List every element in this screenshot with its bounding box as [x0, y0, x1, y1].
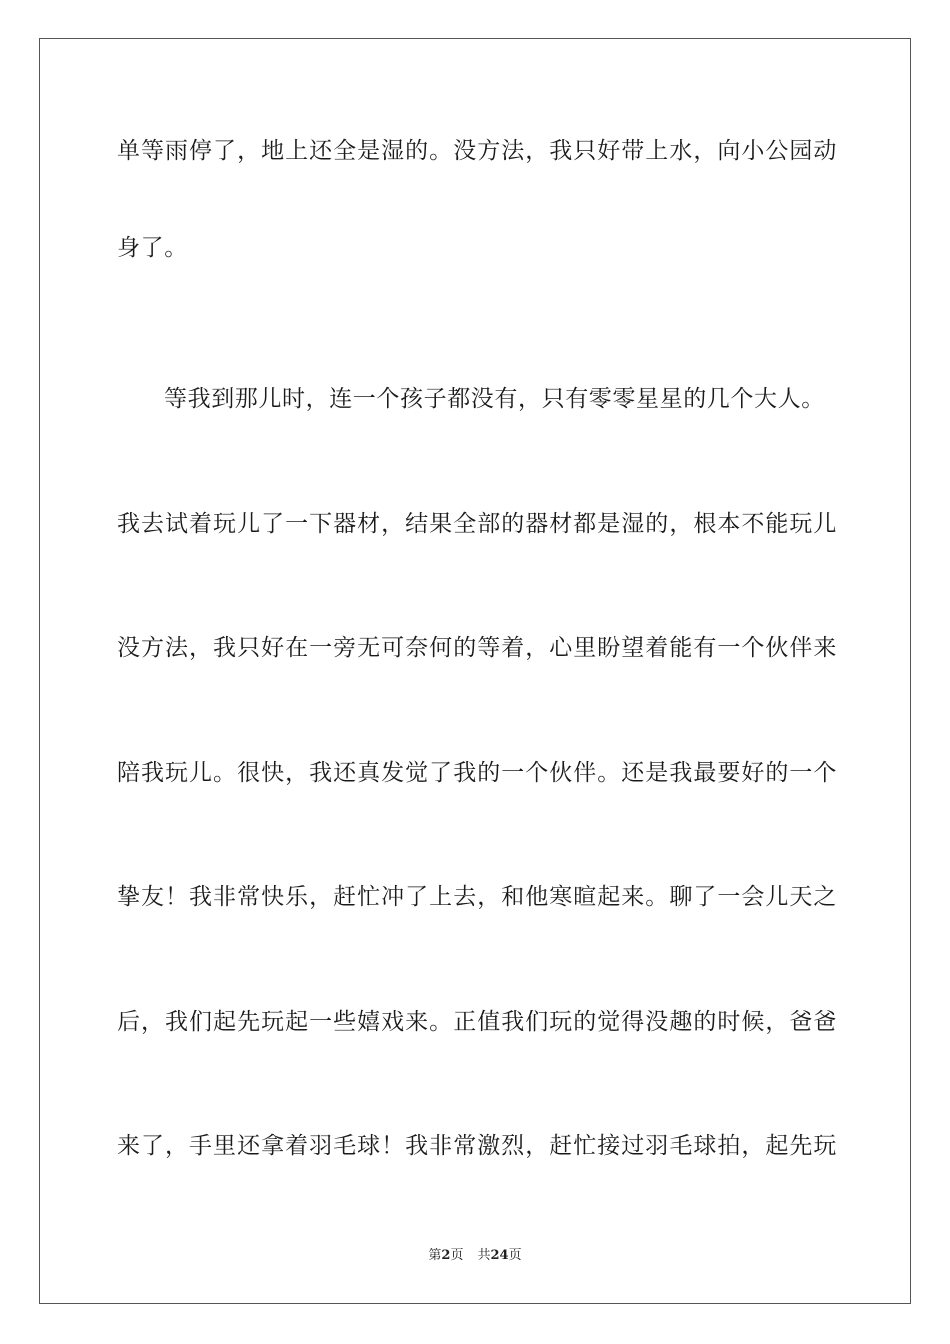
paragraph-line-1: 单等雨停了，地上还全是湿的。没方法，我只好带上水，向小公园动	[117, 138, 837, 164]
paragraph-line-9: 来了，手里还拿着羽毛球！我非常激烈，赶忙接过羽毛球拍，起先玩	[117, 1133, 837, 1159]
paragraph-line-5: 没方法，我只好在一旁无可奈何的等着，心里盼望着能有一个伙伴来	[117, 635, 837, 661]
total-pages: 24	[490, 1248, 509, 1263]
total-prefix: 共	[477, 1248, 491, 1263]
page-suffix: 页	[450, 1248, 464, 1263]
paragraph-line-4: 我去试着玩儿了一下器材，结果全部的器材都是湿的，根本不能玩儿	[117, 511, 837, 537]
page-footer	[0, 1247, 950, 1265]
paragraph-line-3: 等我到那儿时，连一个孩子都没有，只有零零星星的几个大人。	[164, 386, 825, 412]
paragraph-line-7: 挚友！我非常快乐，赶忙冲了上去，和他寒暄起来。聊了一会儿天之	[117, 884, 837, 910]
paragraph-line-6: 陪我玩儿。很快，我还真发觉了我的一个伙伴。还是我最要好的一个	[117, 760, 837, 786]
paragraph-line-2: 身了。	[117, 235, 188, 261]
paragraph-line-8: 后，我们起先玩起一些嬉戏来。正值我们玩的觉得没趣的时候，爸爸	[117, 1009, 837, 1035]
page-prefix: 第	[428, 1248, 442, 1263]
total-suffix: 页	[508, 1248, 522, 1263]
page-border	[39, 38, 911, 1304]
page-number: 2	[441, 1248, 451, 1263]
